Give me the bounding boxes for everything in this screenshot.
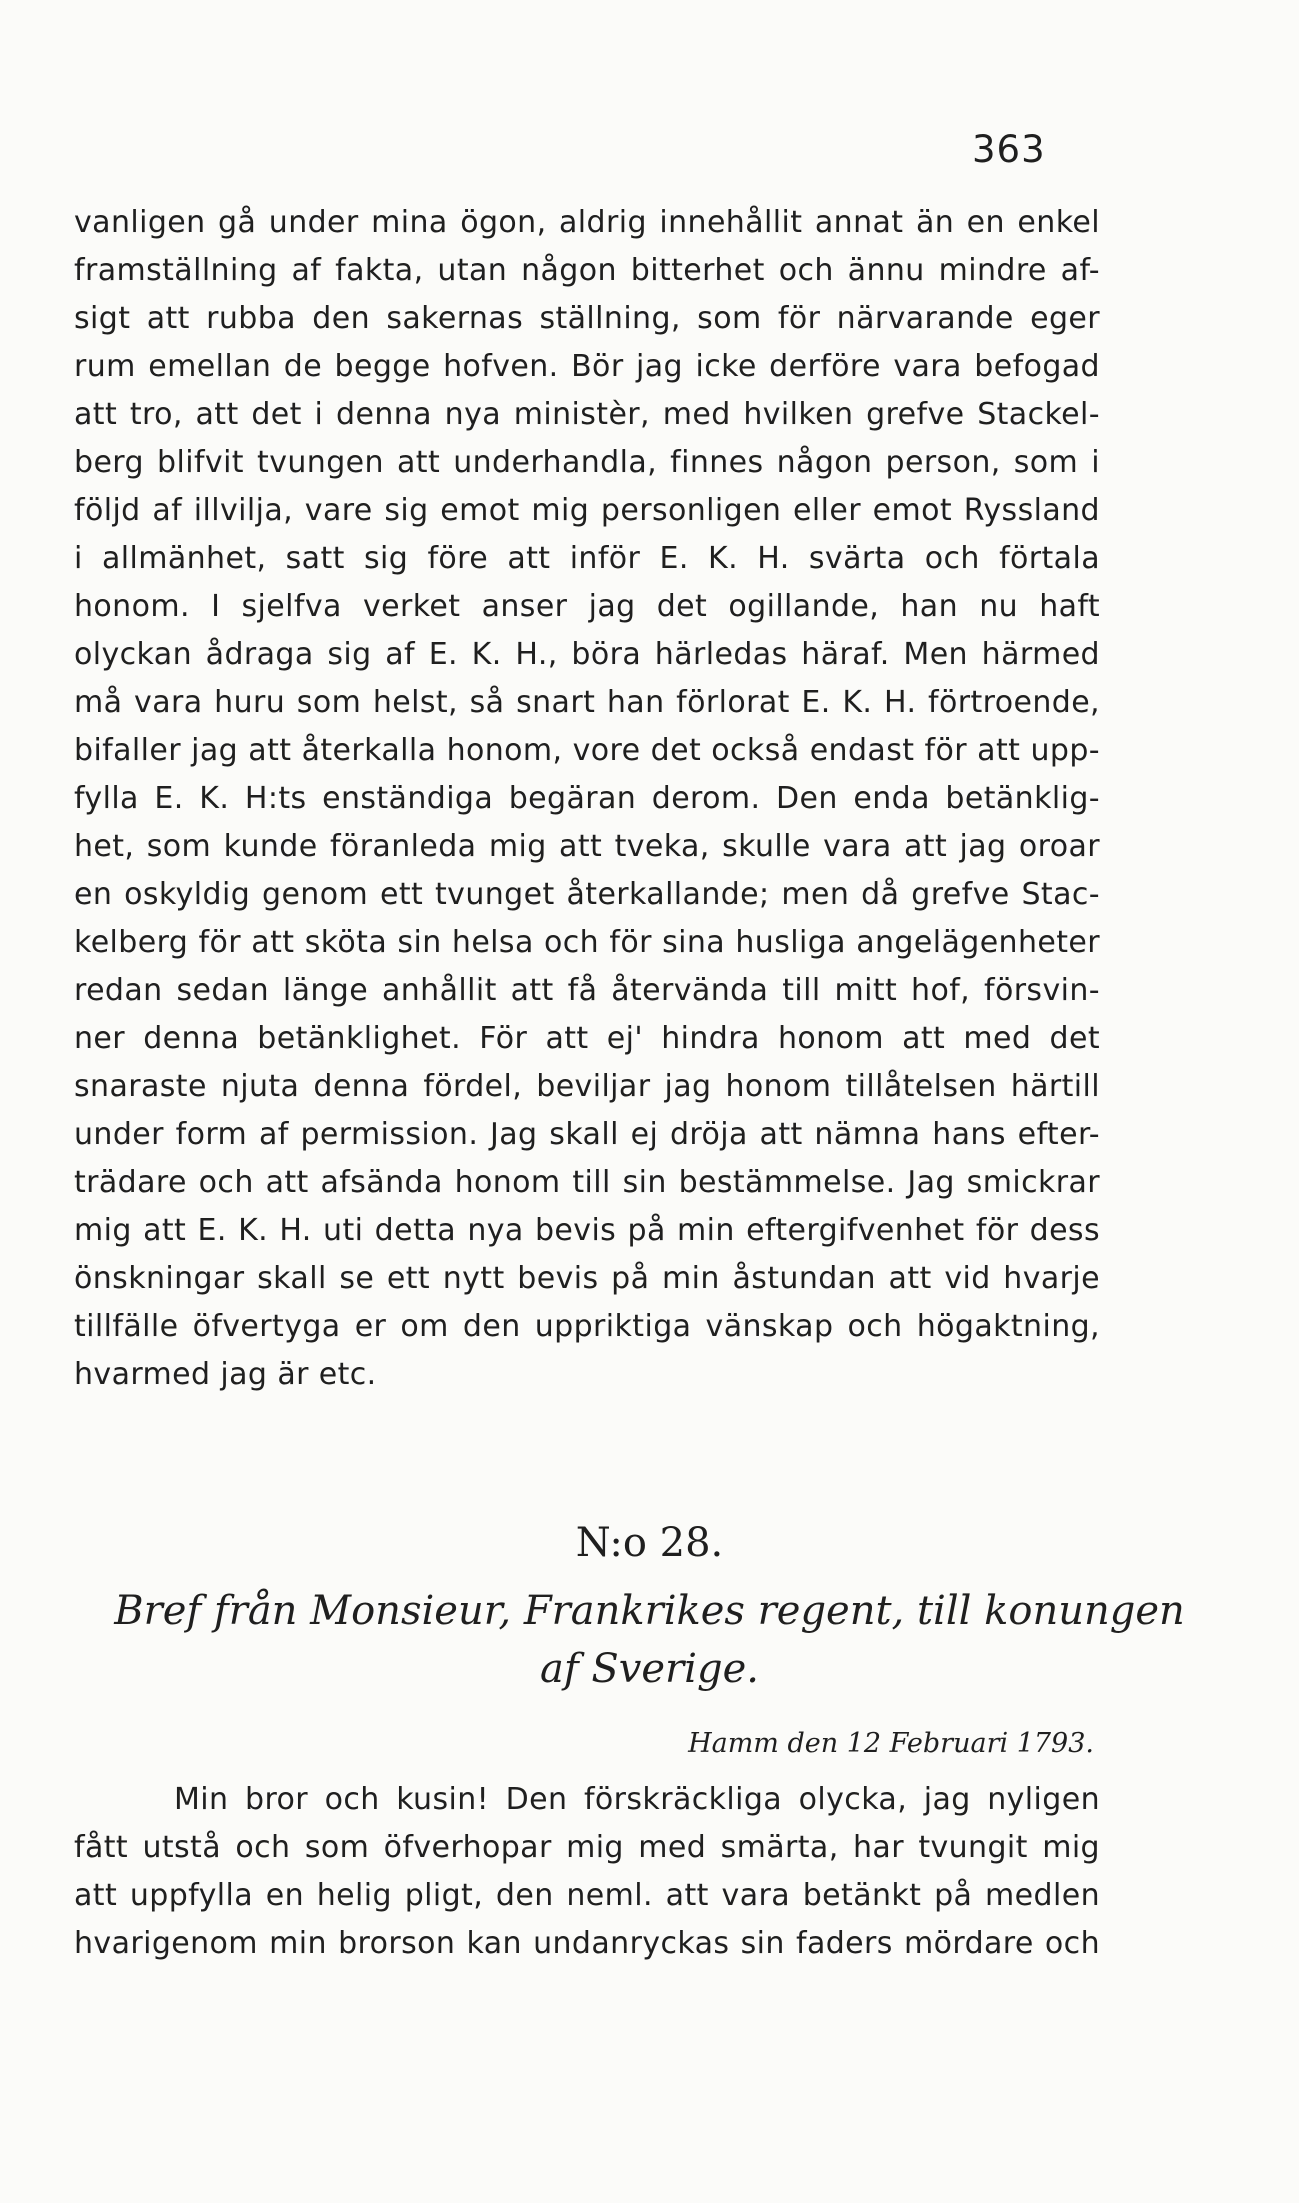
letter-number: N:o 28. (575, 1520, 724, 1566)
text-line: redan sedan länge anhållit att få återvända till mitt hof, försvin- (74, 973, 1100, 1008)
page-number: 363 (972, 128, 1046, 171)
letter-dateline: Hamm den 12 Februari 1793. (688, 1728, 1094, 1759)
text-line: rum emellan de begge hofven. Bör jag icke derföre vara befogad (74, 349, 1100, 384)
text-line: att uppfylla en helig pligt, den neml. att vara betänkt på medlen (74, 1878, 1100, 1913)
text-line: honom. I sjelfva verket anser jag det ogillande, han nu haft (74, 589, 1100, 624)
text-line: snaraste njuta denna fördel, beviljar jag honom tillåtelsen härtill (74, 1069, 1100, 1104)
text-line: fått utstå och som öfverhopar mig med smärta, har tvungit mig (74, 1830, 1100, 1865)
text-line: i allmänhet, satt sig före att inför E. K. H. svärta och förtala (74, 541, 1100, 576)
letter-title-line-1: Bref från Monsieur, Frankrikes regent, till konungen (114, 1588, 1185, 1634)
text-line: bifaller jag att återkalla honom, vore det också endast för att upp- (74, 733, 1100, 768)
text-line: hvarigenom min brorson kan undanryckas sin faders mördare och (74, 1926, 1100, 1961)
text-line: Min bror och kusin! Den förskräckliga olycka, jag nyligen (174, 1782, 1100, 1817)
text-line: under form af permission. Jag skall ej dröja att nämna hans efter- (74, 1117, 1100, 1152)
text-line: sigt att rubba den sakernas ställning, som för närvarande eger (74, 301, 1100, 336)
text-line: trädare och att afsända honom till sin bestämmelse. Jag smickrar (74, 1165, 1100, 1200)
text-line: följd af illvilja, vare sig emot mig personligen eller emot Ryssland (74, 493, 1100, 528)
text-line: tillfälle öfvertyga er om den uppriktiga vänskap och högaktning, (74, 1309, 1100, 1344)
text-line: må vara huru som helst, så snart han förlorat E. K. H. förtroende, (74, 685, 1100, 720)
text-line: olyckan ådraga sig af E. K. H., böra härledas häraf. Men härmed (74, 637, 1100, 672)
text-line: berg blifvit tvungen att underhandla, finnes någon person, som i (74, 445, 1100, 480)
text-line: ner denna betänklighet. För att ej' hindra honom att med det (74, 1021, 1100, 1056)
text-line: vanligen gå under mina ögon, aldrig innehållit annat än en enkel (74, 205, 1100, 240)
text-line: kelberg för att sköta sin helsa och för sina husliga angelägenheter (74, 925, 1100, 960)
text-line: fylla E. K. H:ts enständiga begäran derom. Den enda betänklig- (74, 781, 1100, 816)
text-line: hvarmed jag är etc. (74, 1357, 377, 1392)
text-line: mig att E. K. H. uti detta nya bevis på min eftergifvenhet för dess (74, 1213, 1100, 1248)
letter-title-line-2: af Sverige. (540, 1646, 759, 1692)
text-line: framställning af fakta, utan någon bitterhet och ännu mindre af- (74, 253, 1100, 288)
text-line: het, som kunde föranleda mig att tveka, skulle vara att jag oroar (74, 829, 1100, 864)
text-line: en oskyldig genom ett tvunget återkallande; men då grefve Stac- (74, 877, 1100, 912)
text-line: önskningar skall se ett nytt bevis på min åstundan att vid hvarje (74, 1261, 1100, 1296)
text-line: att tro, att det i denna nya ministèr, med hvilken grefve Stackel- (74, 397, 1100, 432)
